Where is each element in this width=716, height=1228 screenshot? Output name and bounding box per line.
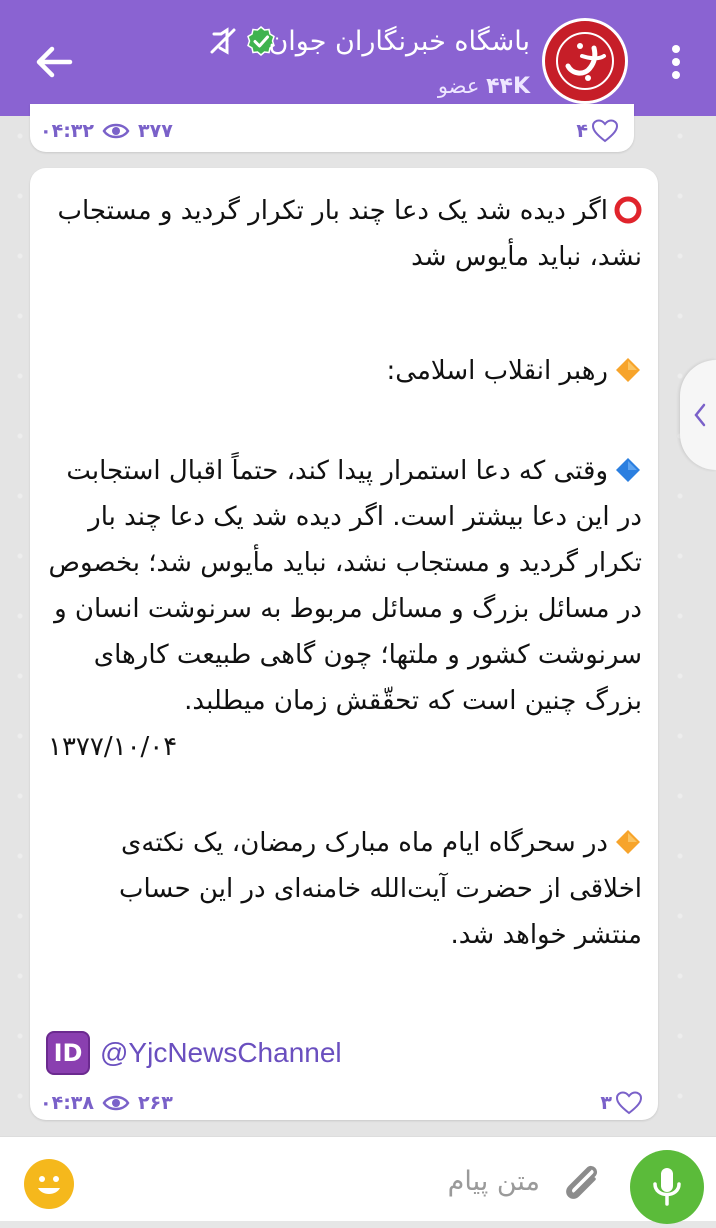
microphone-icon <box>630 1150 704 1224</box>
post-content <box>48 188 642 958</box>
more-options-icon[interactable] <box>666 42 686 82</box>
previous-message-meta <box>40 118 618 144</box>
view-info <box>40 1092 173 1114</box>
post-note: در سحرگاه ایام ماه مبارک رمضان، یک نکته‌ی اخلاقی از حضرت آیت‌الله خامنه‌ای در این حساب منتشر خواهد شد. <box>119 828 642 950</box>
muted-icon <box>208 26 238 56</box>
eye-icon <box>102 122 130 140</box>
channel-post[interactable] <box>30 168 658 1120</box>
side-panel-handle[interactable] <box>680 360 716 470</box>
heart-icon <box>592 119 618 143</box>
view-info <box>40 120 173 142</box>
previous-message-footer <box>30 104 634 152</box>
post-date: ۱۳۷۷/۱۰/۰۴ <box>48 732 178 762</box>
channel-link-text[interactable]: @YjcNewsChannel <box>100 1037 342 1068</box>
message-time: ۰۴:۳۸ <box>40 1092 94 1114</box>
member-count-value: ۴۴K <box>486 74 530 99</box>
message-input[interactable] <box>300 1161 540 1201</box>
like-button[interactable] <box>600 1091 642 1115</box>
member-count-label: عضو <box>437 74 480 98</box>
post-leader-line: رهبر انقلاب اسلامی: <box>48 348 642 394</box>
smiley-icon <box>24 1159 74 1209</box>
attachment-icon[interactable] <box>556 1157 608 1209</box>
like-count: ۳ <box>600 1092 612 1114</box>
like-count: ۴ <box>576 120 588 142</box>
channel-avatar[interactable] <box>542 18 628 104</box>
chevron-left-icon <box>680 360 716 470</box>
channel-logo-icon <box>554 30 616 92</box>
channel-id-link[interactable] <box>46 1028 342 1078</box>
view-count: ۲۶۳ <box>138 1092 173 1114</box>
emoji-button[interactable] <box>24 1159 74 1209</box>
view-count: ۳۷۷ <box>138 120 173 142</box>
heart-icon <box>616 1091 642 1115</box>
post-body: وقتی که دعا استمرار پیدا کند، حتماً اقبال استجابت در این دعا بیشتر است. اگر دیده شد یک دعا چند بار تکرار گردید و مستجاب نشد، نباید مأیوس شد؛ بخصوص در مسائل بزرگ و مسائل مربوط به سرنوشت انسان و سرنوشت کشور و ملتها؛ چون گاهی طبیعت کارهای بزرگ چنین است که تحقّقش زمان میطلبد. <box>48 456 642 716</box>
orange-diamond-icon <box>614 828 642 856</box>
message-input-bar <box>0 1136 716 1221</box>
channel-header <box>0 0 716 116</box>
post-headline: اگر دیده شد یک دعا چند بار تکرار گردید و مستجاب نشد، نباید مأیوس شد <box>57 196 642 272</box>
red-circle-icon <box>614 196 642 224</box>
like-button[interactable] <box>576 119 618 143</box>
message-time: ۰۴:۳۲ <box>40 120 94 142</box>
voice-record-button[interactable] <box>630 1150 704 1224</box>
eye-icon <box>102 1094 130 1112</box>
back-arrow-icon[interactable] <box>30 38 78 86</box>
id-badge-icon: ID <box>46 1031 90 1075</box>
post-meta <box>40 1090 642 1116</box>
orange-diamond-icon <box>614 356 642 384</box>
member-count <box>438 74 530 99</box>
blue-diamond-icon <box>614 456 642 484</box>
channel-title[interactable]: باشگاه خبرنگاران جوان <box>268 26 530 57</box>
